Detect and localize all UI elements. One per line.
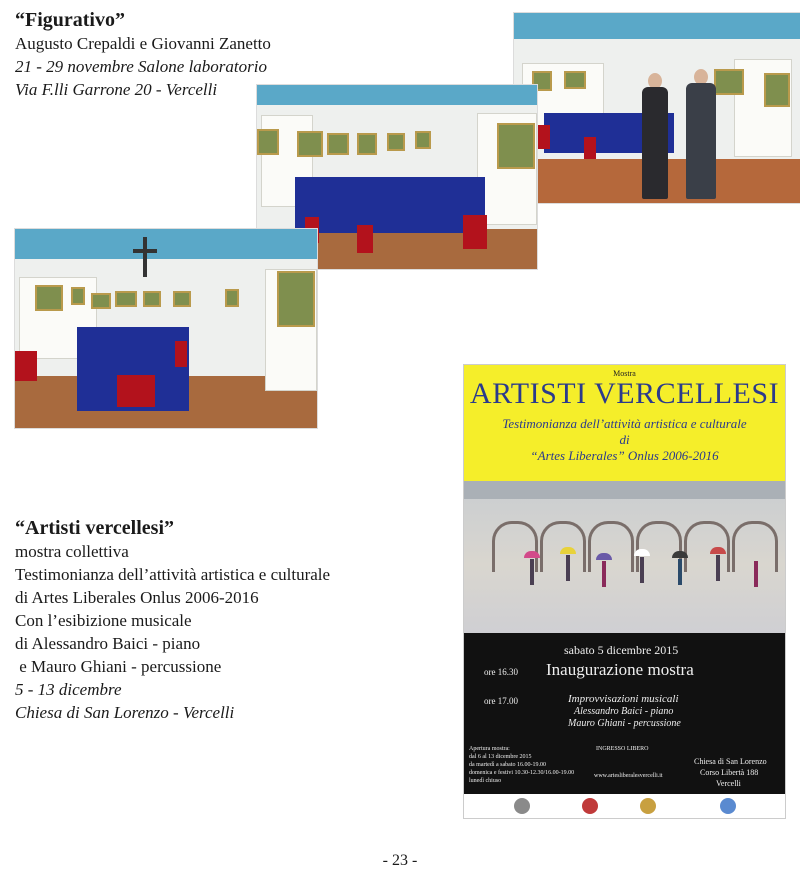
poster-sponsor-logos	[464, 794, 785, 818]
poster-venue: Chiesa di San Lorenzo	[694, 757, 767, 766]
event-artisti-vercellesi	[15, 516, 330, 724]
event-line: di Artes Liberales Onlus 2006-2016	[15, 588, 259, 607]
poster-subtitle: di	[619, 432, 630, 447]
event-line: Testimonianza dell’attività artistica e culturale	[15, 565, 331, 584]
poster-event: Improvvisazioni musicali	[568, 693, 679, 705]
event-place: Chiesa di San Lorenzo - Vercelli	[15, 703, 235, 722]
poster-kicker: Mostra	[613, 369, 636, 378]
event-dates: 5 - 13 dicembre	[15, 680, 122, 699]
poster-event: Inaugurazione mostra	[546, 660, 694, 679]
exhibition-poster	[463, 364, 786, 819]
poster-header	[464, 365, 785, 481]
sponsor-logo-icon	[720, 798, 736, 814]
event-line: Con l’esibizione musicale	[15, 611, 192, 630]
poster-hours: lunedì chiuso	[469, 778, 502, 784]
event-artists: Augusto Crepaldi e Giovanni Zanetto	[15, 34, 271, 53]
event-line: e Mauro Ghiani - percussione	[15, 657, 222, 676]
poster-opening-label: Apertura mostra:	[469, 746, 510, 752]
photo-salone-hall	[14, 228, 318, 429]
event-figurativo	[15, 8, 271, 101]
event-title: “Figurativo”	[15, 9, 125, 31]
event-line: di Alessandro Baici - piano	[15, 634, 201, 653]
event-address: Via F.lli Garrone 20 - Vercelli	[15, 80, 218, 99]
poster-performer: Mauro Ghiani - percussione	[568, 718, 681, 729]
poster-subtitle: Testimonianza dell’attività artistica e culturale	[502, 416, 747, 431]
sponsor-logo-icon	[582, 798, 598, 814]
poster-time: ore 17.00	[484, 696, 518, 706]
event-line: mostra collettiva	[15, 542, 129, 561]
event-dates: 21 - 29 novembre Salone laboratorio	[15, 57, 267, 76]
poster-venue: Corso Libertà 188	[700, 768, 759, 777]
poster-title: ARTISTI VERCELLESI	[469, 377, 780, 410]
poster-hours: domenica e festivi 10.30-12.30/16.00-19.00	[469, 770, 575, 776]
poster-info	[464, 633, 785, 818]
poster-opening-dates: dal 6 al 13 dicembre 2015	[469, 754, 532, 760]
poster-time: ore 16.30	[484, 667, 518, 677]
sponsor-logo-icon	[514, 798, 530, 814]
poster-subtitle: “Artes Liberales” Onlus 2006-2016	[530, 448, 719, 463]
photo-artists	[513, 12, 800, 204]
poster-painting	[464, 481, 785, 633]
poster-venue: Vercelli	[716, 779, 741, 788]
poster-hours: da martedì a sabato 16.00-19.00	[469, 762, 546, 768]
sponsor-logo-icon	[640, 798, 656, 814]
poster-website: www.artesliberalesvercelli.it	[594, 773, 663, 779]
poster-performer: Alessandro Baici - piano	[574, 706, 674, 717]
poster-date: sabato 5 dicembre 2015	[564, 643, 679, 657]
poster-entry: INGRESSO LIBERO	[596, 746, 649, 752]
page-number: - 23 -	[382, 852, 418, 869]
event-title: “Artisti vercellesi”	[15, 517, 175, 539]
